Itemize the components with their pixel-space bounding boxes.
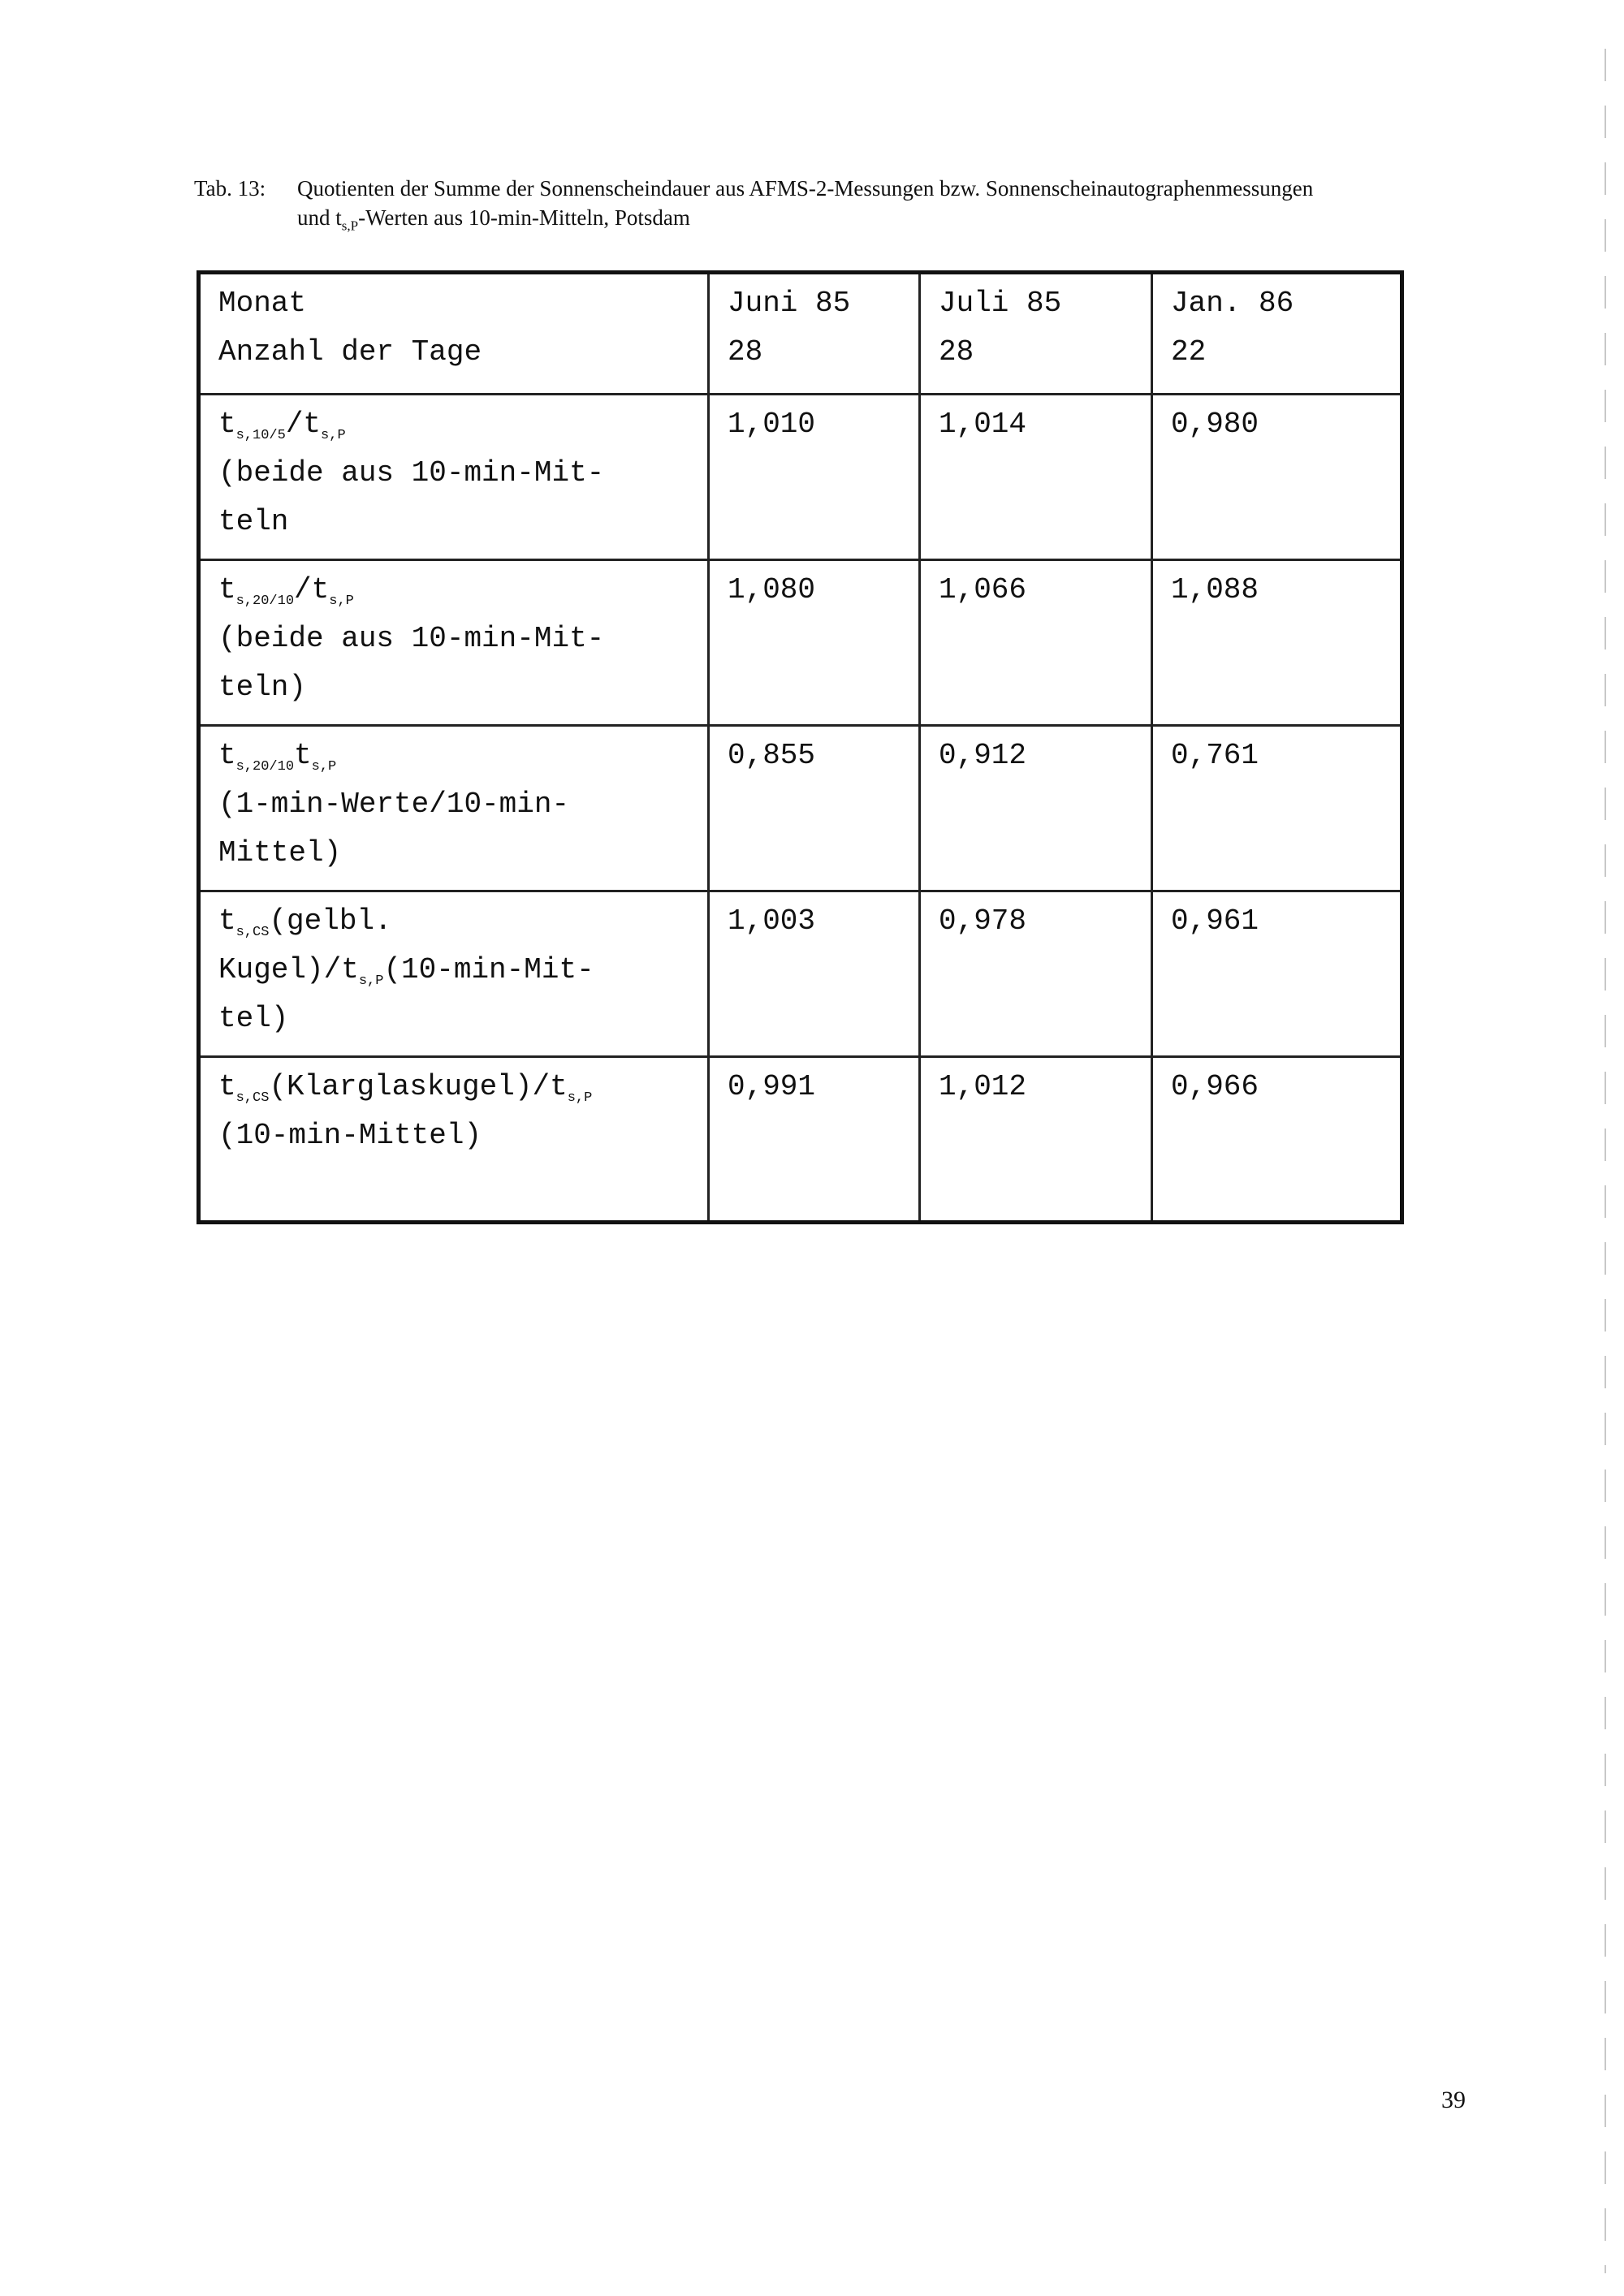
value-cell: 1,012 xyxy=(920,1057,1152,1223)
value-cell: 0,761 xyxy=(1152,726,1402,891)
header-column-jan xyxy=(1152,273,1402,395)
page-number: 39 xyxy=(1441,2087,1466,2113)
caption-line-1: Quotienten der Summe der Sonnenscheindauer aus AFMS-2-Messungen bzw. Sonnenscheinautographenmessungen xyxy=(297,176,1314,201)
value-cell: 1,014 xyxy=(920,395,1152,560)
column-month: Jan. 86 xyxy=(1171,287,1294,320)
header-column-juni xyxy=(709,273,920,395)
row-label xyxy=(199,1057,709,1223)
table-row xyxy=(199,560,1402,726)
header-days-label: Anzahl der Tage xyxy=(218,335,482,369)
row-label xyxy=(199,891,709,1057)
row-formula: $t_{s,10/5}/t_{s,P}$ xyxy=(218,408,346,444)
value-cell: 1,066 xyxy=(920,560,1152,726)
value-cell: 0,912 xyxy=(920,726,1152,891)
row-formula: $t_{s,CS}(Klarglaskugel)/t_{s,P}$ xyxy=(218,1070,593,1107)
row-label xyxy=(199,395,709,560)
table-header-row xyxy=(199,273,1402,395)
row-note-line: $Kugel)/t_{s,P}(10-\min-Mit-$ xyxy=(218,953,594,990)
row-note-line: (beide aus 10-min-Mit- xyxy=(218,622,605,655)
row-note-line: (beide aus 10-min-Mit- xyxy=(218,456,605,490)
row-note-line: Mittel) xyxy=(218,836,342,870)
row-label xyxy=(199,560,709,726)
row-formula: $t_{s,20/10}t_{s,P}$ xyxy=(218,739,337,775)
header-column-juli xyxy=(920,273,1152,395)
value-cell: 0,980 xyxy=(1152,395,1402,560)
page-edge-marks xyxy=(1605,49,1606,2273)
caption-label: Tab. 13: xyxy=(194,176,266,201)
header-label-cell xyxy=(199,273,709,395)
table-row xyxy=(199,726,1402,891)
row-note-line: teln) xyxy=(218,671,307,704)
column-days: 28 xyxy=(728,335,763,369)
caption-line-2: und $t_{s,P}$-Werten aus 10-min-Mitteln, Potsdam xyxy=(297,205,690,234)
header-month-label: Monat xyxy=(218,287,307,320)
row-formula: $t_{s,CS}(gelbl$. xyxy=(218,904,392,941)
table-row xyxy=(199,395,1402,560)
value-cell: 0,855 xyxy=(709,726,920,891)
column-days: 22 xyxy=(1171,335,1207,369)
column-month: Juli 85 xyxy=(939,287,1062,320)
row-label xyxy=(199,726,709,891)
data-table xyxy=(197,270,1404,1224)
caption-text xyxy=(297,174,1458,232)
value-cell: 1,088 xyxy=(1152,560,1402,726)
value-cell: 1,080 xyxy=(709,560,920,726)
column-month: Juni 85 xyxy=(728,287,851,320)
value-cell: 0,978 xyxy=(920,891,1152,1057)
row-note-line: (1-min-Werte/10-min- xyxy=(218,788,570,821)
value-cell: 0,991 xyxy=(709,1057,920,1223)
value-cell: 0,961 xyxy=(1152,891,1402,1057)
row-formula: $t_{s,20/10}/t_{s,P}$ xyxy=(218,573,354,610)
row-note-line: tel) xyxy=(218,1002,289,1035)
row-note-line: (10-min-Mittel) xyxy=(218,1119,482,1152)
table-row xyxy=(199,891,1402,1057)
value-cell: 1,010 xyxy=(709,395,920,560)
row-note-line: teln xyxy=(218,505,289,538)
table-row xyxy=(199,1057,1402,1223)
column-days: 28 xyxy=(939,335,974,369)
value-cell: 1,003 xyxy=(709,891,920,1057)
value-cell: 0,966 xyxy=(1152,1057,1402,1223)
